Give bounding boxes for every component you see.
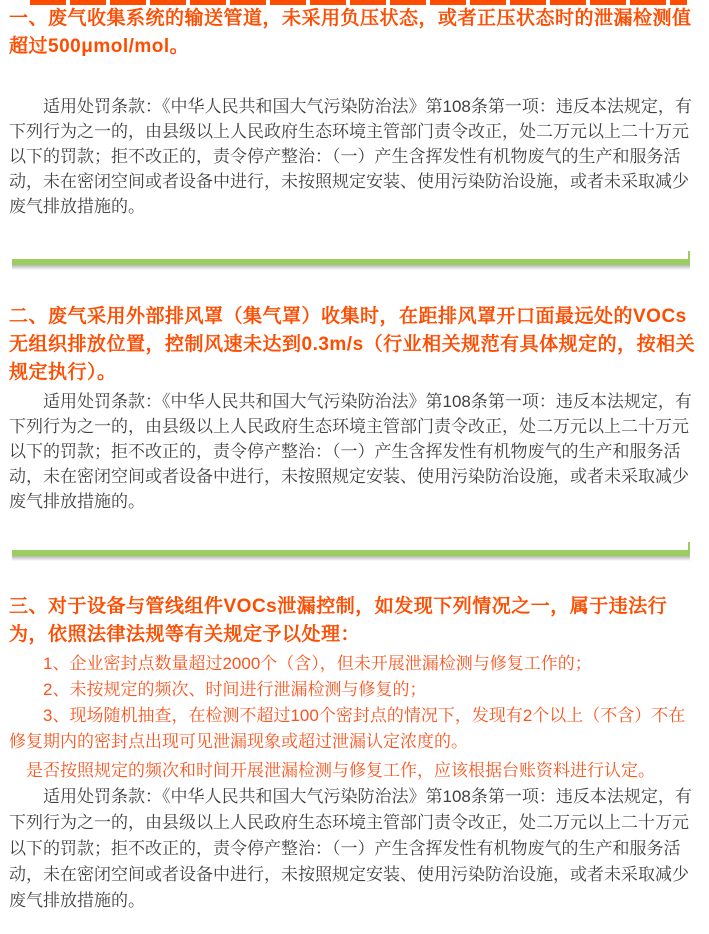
penalty-paragraph: 适用处罚条款：《中华人民共和国大气污染防治法》第108条第一项：违反本法规定，有下列行为之一的，由县级以上人民政府生态环境主管部门责令改正，处二万元以上二十万元以下的罚款；拒不改正的，责令停产整治：（一）产生含挥发性有机物废气的生产和服务活动，未在密闭空间或者设备中进行，未按照规定安装、使用污染防治设施，或者未采取减少废气排放措施的。: [9, 787, 692, 910]
section-divider: [12, 259, 690, 265]
violation-item: 1、企业密封点数量超过2000个（含），但未开展泄漏检测与修复工作的；: [43, 654, 592, 673]
section-one: [9, 5, 700, 219]
divider-tick: [688, 251, 690, 259]
penalty-paragraph: 适用处罚条款：《中华人民共和国大气污染防治法》第108条第一项：违反本法规定，有下列行为之一的，由县级以上人民政府生态环境主管部门责令改正，处二万元以上二十万元以下的罚款；拒不改正的，责令停产整治：（一）产生含挥发性有机物废气的生产和服务活动，未在密闭空间或者设备中进行，未按照规定安装、使用污染防治设施，或者未采取减少废气排放措施的。: [9, 392, 692, 511]
violation-list: [9, 651, 700, 755]
section-divider: [12, 550, 690, 556]
section-three-heading: 三、对于设备与管线组件VOCs泄漏控制，如发现下列情况之一，属于违法行为，依照法律法规等有关规定予以处理：: [9, 596, 668, 645]
violation-item: 2、未按规定的频次、时间进行泄漏检测与修复的；: [43, 680, 427, 699]
section-two: [9, 303, 700, 514]
violation-item: 3、现场随机抽查，在检测不超过100个密封点的情况下，发现有2个以上（不含）不在修复期内的密封点出现可见泄漏现象或超过泄漏认定浓度的。: [9, 706, 686, 751]
determination-note: 是否按照规定的频次和时间开展泄漏检测与修复工作，应该根据台账资料进行认定。: [26, 761, 655, 780]
divider-tick: [688, 542, 690, 550]
section-two-heading: 二、废气采用外部排风罩（集气罩）收集时，在距排风罩开口面最远处的VOCs无组织排放位置，控制风速未达到0.3m/s（行业相关规范有具体规定的，按相关规定执行）。: [9, 306, 696, 383]
section-one-heading: 一、废气收集系统的输送管道，未采用负压状态，或者正压状态时的泄漏检测值超过500μmol/mol。: [9, 8, 692, 57]
penalty-paragraph: 适用处罚条款：《中华人民共和国大气污染防治法》第108条第一项：违反本法规定，有下列行为之一的，由县级以上人民政府生态环境主管部门责令改正，处二万元以上二十万元以下的罚款；拒不改正的，责令停产整治：（一）产生含挥发性有机物废气的生产和服务活动，未在密闭空间或者设备中进行，未按照规定安装、使用污染防治设施，或者未采取减少废气排放措施的。: [9, 97, 692, 216]
section-three: [9, 593, 700, 914]
